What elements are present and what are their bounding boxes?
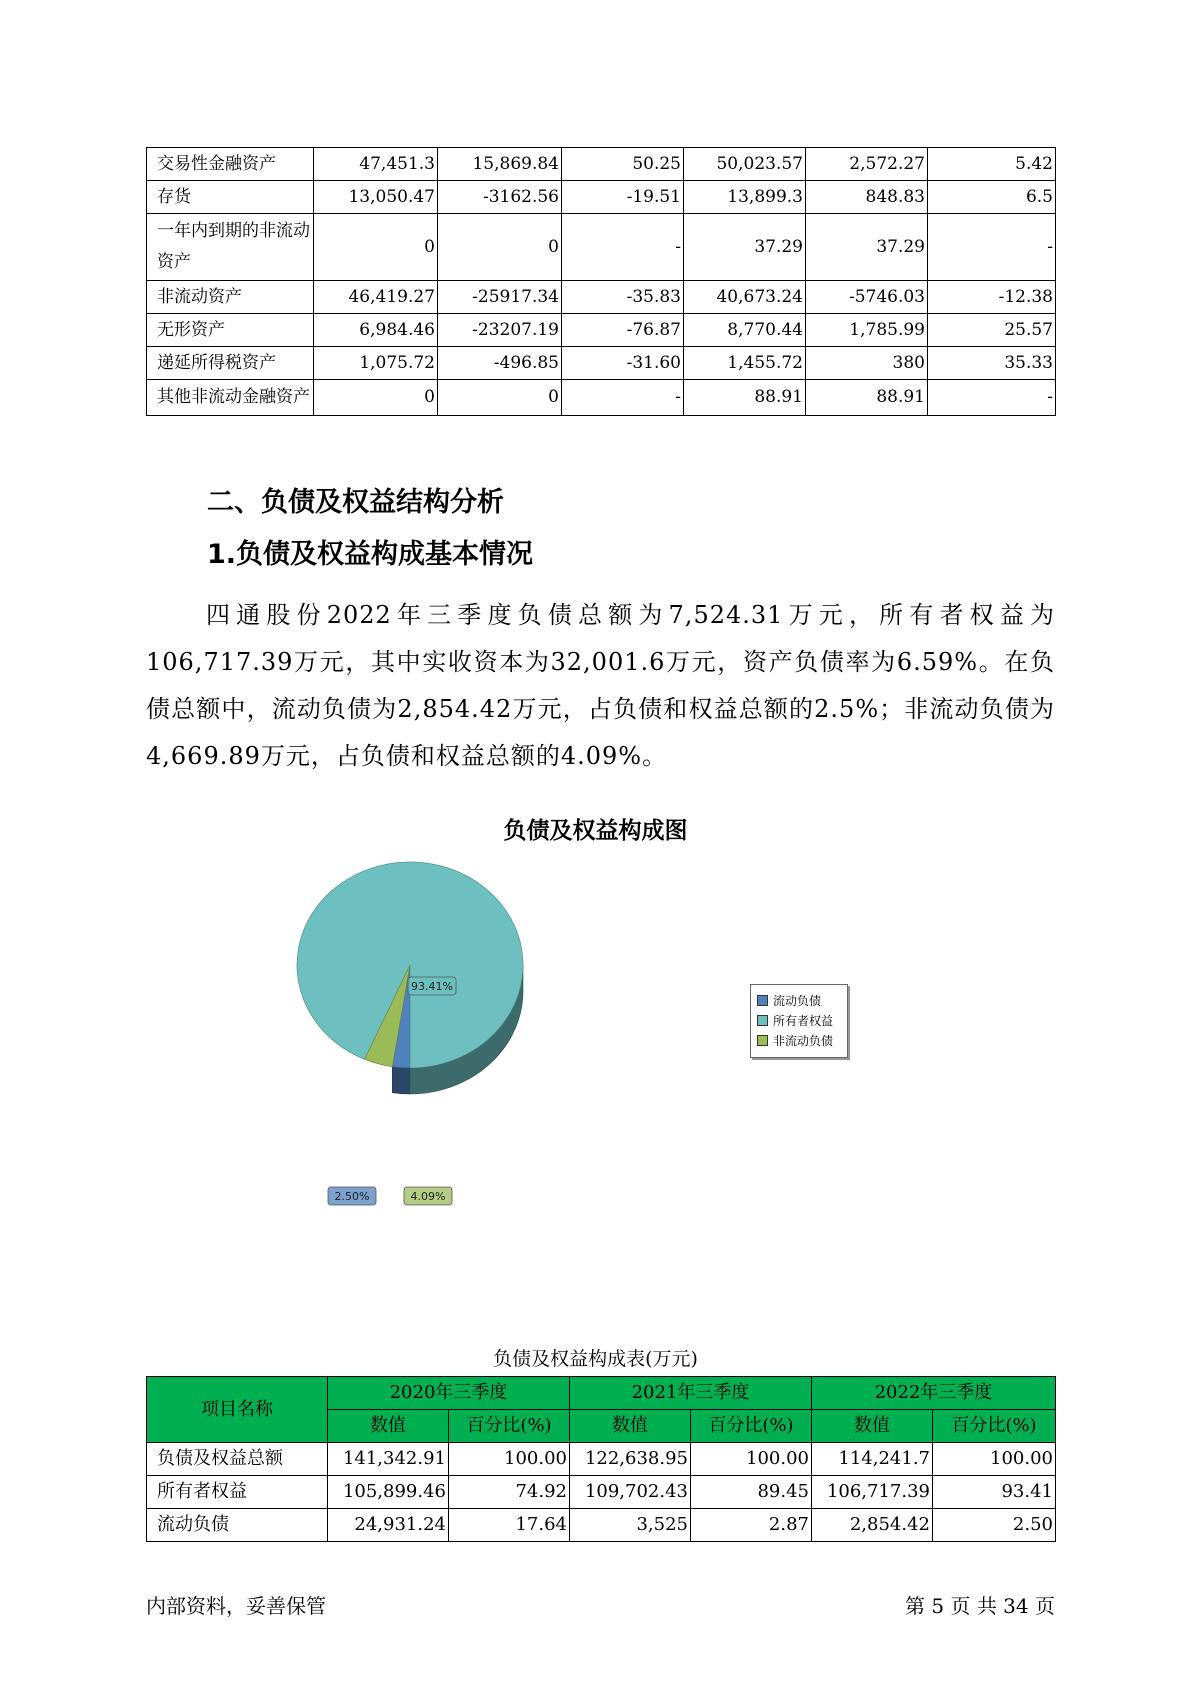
chart-title: 负债及权益构成图 [503,818,688,844]
cell: 105,899.46 [328,1476,449,1509]
cell: 106,717.39 [812,1476,933,1509]
cell: - [928,214,1056,281]
header-percent: 百分比(%) [933,1410,1056,1443]
section-heading: 二、负债及权益结构分析 [207,487,504,518]
header-period: 2022年三季度 [812,1377,1056,1410]
cell: -496.85 [438,347,562,380]
row-label: 非流动资产 [147,281,314,314]
cell: 109,702.43 [570,1476,691,1509]
cell: 8,770.44 [684,314,806,347]
cell: 37.29 [684,214,806,281]
header-period: 2020年三季度 [328,1377,570,1410]
cell: 40,673.24 [684,281,806,314]
cell: -19.51 [562,181,684,214]
row-label: 负债及权益总额 [147,1443,328,1476]
cell: 47,451.3 [314,148,438,181]
pie-label-text: 93.41% [411,980,453,993]
row-label: 无形资产 [147,314,314,347]
legend-label: 非流动负债 [773,1033,834,1048]
legend-label: 所有者权益 [773,1013,834,1028]
header-period: 2021年三季度 [570,1377,812,1410]
cell: 25.57 [928,314,1056,347]
cell: -5746.03 [806,281,928,314]
cell: - [928,380,1056,416]
cell: 13,899.3 [684,181,806,214]
pie-data-label [328,1187,376,1205]
legend-swatch [757,995,768,1006]
cell: 24,931.24 [328,1509,449,1542]
legend-item [757,990,841,1010]
cell: 0 [314,380,438,416]
table-row [147,148,1056,181]
row-label: 流动负债 [147,1509,328,1542]
pie-data-label [404,1187,452,1205]
row-label: 存货 [147,181,314,214]
row-label: 交易性金融资产 [147,148,314,181]
cell: 100.00 [691,1443,812,1476]
legend-label: 流动负债 [773,993,822,1008]
pie-label-text: 4.09% [410,1190,446,1203]
legend-swatch [757,1015,768,1026]
footer-confidential-note: 内部资料，妥善保管 [146,1594,326,1618]
cell: 74.92 [449,1476,570,1509]
cell: 88.91 [684,380,806,416]
cell: - [562,214,684,281]
pie-side-流动负债 [392,1067,410,1094]
row-label: 其他非流动金融资产 [147,380,314,416]
cell: 13,050.47 [314,181,438,214]
table-row [147,1443,1056,1476]
cell: 2,572.27 [806,148,928,181]
table-row [147,181,1056,214]
cell: 122,638.95 [570,1443,691,1476]
cell: 114,241.7 [812,1443,933,1476]
header-row [147,1377,1056,1410]
header-value: 数值 [570,1410,691,1443]
liability-equity-table [146,1376,1056,1542]
cell: 1,075.72 [314,347,438,380]
legend-item [757,1010,841,1030]
sub-heading: 1.负债及权益构成基本情况 [207,539,534,570]
table-row [147,214,1056,281]
cell: 0 [314,214,438,281]
cell: 46,419.27 [314,281,438,314]
cell: 3,525 [570,1509,691,1542]
cell: -3162.56 [438,181,562,214]
cell: 848.83 [806,181,928,214]
cell: -23207.19 [438,314,562,347]
header-value: 数值 [812,1410,933,1443]
cell: 2.50 [933,1509,1056,1542]
chart-legend [750,984,848,1058]
cell: 1,455.72 [684,347,806,380]
cell: 35.33 [928,347,1056,380]
table-row [147,1509,1056,1542]
cell: -12.38 [928,281,1056,314]
legend-swatch [757,1035,768,1046]
pie-label-text: 2.50% [334,1190,370,1203]
cell: 6,984.46 [314,314,438,347]
cell: -35.83 [562,281,684,314]
cell: -31.60 [562,347,684,380]
table-caption: 负债及权益构成表(万元) [493,1348,698,1370]
row-label: 一年内到期的非流动资产 [147,214,314,281]
cell: 88.91 [806,380,928,416]
pie-chart [290,860,590,1203]
cell: 0 [438,380,562,416]
table-row [147,380,1056,416]
cell: 1,785.99 [806,314,928,347]
cell: 380 [806,347,928,380]
footer-page-number: 第 5 页 共 34 页 [905,1594,1055,1618]
cell: -25917.34 [438,281,562,314]
body-paragraph: 四通股份2022年三季度负债总额为7,524.31万元，所有者权益为106,717.39万元，其中实收资本为32,001.6万元，资产负债率为6.59%。在负债总额中，流动负债为2,854.42万元，占负债和权益总额的2.5%；非流动负债为4,669.89万元，占负债和权益总额的4.09%。 [146,601,1055,770]
cell: 2.87 [691,1509,812,1542]
cell: 5.42 [928,148,1056,181]
asset-change-table [146,147,1056,416]
cell: 50.25 [562,148,684,181]
cell: 93.41 [933,1476,1056,1509]
table-row [147,281,1056,314]
cell: 50,023.57 [684,148,806,181]
cell: 100.00 [449,1443,570,1476]
cell: 0 [438,214,562,281]
header-item-name: 项目名称 [147,1377,328,1443]
cell: 15,869.84 [438,148,562,181]
header-value: 数值 [328,1410,449,1443]
header-percent: 百分比(%) [691,1410,812,1443]
cell: 17.64 [449,1509,570,1542]
cell: - [562,380,684,416]
cell: 89.45 [691,1476,812,1509]
table-row [147,314,1056,347]
cell: 6.5 [928,181,1056,214]
legend-item [757,1030,841,1050]
table-row [147,347,1056,380]
header-percent: 百分比(%) [449,1410,570,1443]
table-row [147,1476,1056,1509]
cell: 141,342.91 [328,1443,449,1476]
row-label: 所有者权益 [147,1476,328,1509]
cell: 2,854.42 [812,1509,933,1542]
row-label: 递延所得税资产 [147,347,314,380]
cell: 37.29 [806,214,928,281]
pie-top-face [297,862,523,1068]
pie-data-label [408,977,456,995]
cell: 100.00 [933,1443,1056,1476]
cell: -76.87 [562,314,684,347]
